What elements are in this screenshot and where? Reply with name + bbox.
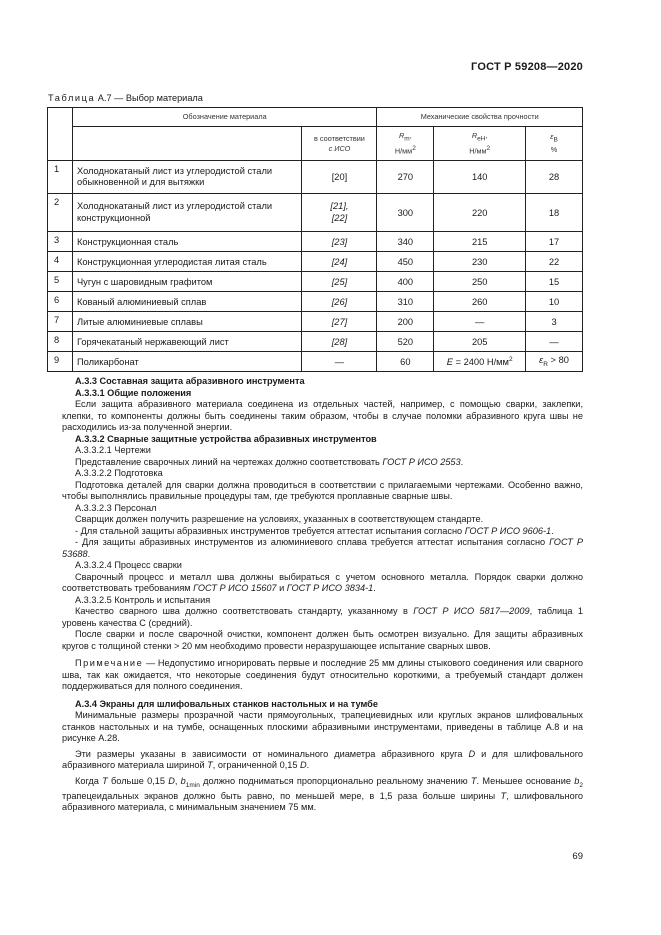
header-mechanical-properties: Механические свойства прочности xyxy=(377,108,583,127)
page-number: 69 xyxy=(572,851,583,862)
paragraph-text: трапецеидальных экранов должно быть равно, по меньшей мере, в 1,5 раза больше ширины xyxy=(62,790,501,801)
reh-value: 230 xyxy=(434,252,526,272)
paragraph: Сварщик должен получить разрешение на условиях, указанных в соответствующем стандарте. xyxy=(75,514,484,524)
iso-reference xyxy=(302,252,377,272)
paragraph: Если защита абразивного материала соединена из отдельных частей, например, с помощью сварки, заклепки, клепки, то компоненты должны быть соединены таким образом, чтобы в случае поломки абразивного круга швы не расходились из-за полученной энергии. xyxy=(62,399,583,432)
header-reh-symbol: R xyxy=(471,130,478,140)
paragraph-text: должно подниматься пропорционально реальному значению xyxy=(199,775,471,786)
eb-value: 3 xyxy=(526,312,583,332)
header-reh-unit: Н/мм xyxy=(469,146,487,156)
paragraph-text: , таблица 1 уровень качества С (средний). xyxy=(62,606,583,628)
iso-reference-text: [23] xyxy=(331,236,348,247)
paragraph: После сварки и после сварочной очистки, компонент должен быть осмотрен визуально. Для защиты абразивных кругов с толщиной стенки > 20 мм необходимо провести неразрушающее испытание сварных швов. xyxy=(62,629,583,651)
symbol-t: T xyxy=(470,775,477,786)
iso-reference xyxy=(302,232,377,252)
eb-text: > 80 xyxy=(547,355,569,366)
table-row xyxy=(48,252,583,272)
rm-value: 310 xyxy=(377,292,434,312)
paragraph-text: , шлифовального абразивного материала, с минимальным значением 75 мм. xyxy=(62,790,583,813)
header-rm: Rm, Н/мм2 xyxy=(377,127,434,161)
row-number: 9 xyxy=(48,352,73,372)
eb-value: 18 xyxy=(526,194,583,232)
material-name: Литые алюминиевые сплавы xyxy=(72,312,302,332)
header-iso-line1: в соответствии xyxy=(314,133,365,143)
eb-sub: R xyxy=(543,360,548,368)
paragraph xyxy=(62,457,583,469)
header-eb-sub: B xyxy=(553,136,558,144)
header-designation: Обозначение материала xyxy=(72,108,376,127)
rm-value: 270 xyxy=(377,161,434,194)
iso-reference xyxy=(302,312,377,332)
header-iso-line2: с ИСО xyxy=(328,143,351,153)
paragraph-text: . Меньшее основание xyxy=(476,775,575,786)
symbol-b1-sub: 1min xyxy=(185,781,200,789)
symbol-b1: b xyxy=(180,775,186,786)
rm-value: 200 xyxy=(377,312,434,332)
iso-reference: — xyxy=(302,352,377,372)
table-row xyxy=(48,332,583,352)
table-row xyxy=(48,232,583,252)
row-number: 1 xyxy=(48,161,73,194)
material-name: Конструкционная углеродистая литая сталь xyxy=(72,252,302,272)
rm-value: 340 xyxy=(377,232,434,252)
iso-reference-text: [25] xyxy=(331,276,348,287)
eb-symbol: ε xyxy=(539,355,544,366)
subsection-heading: А.3.3.1 Общие положения xyxy=(75,387,192,398)
table-row xyxy=(48,161,583,194)
note xyxy=(62,658,583,693)
paragraph-text: и xyxy=(276,583,287,593)
paragraph-text: и для шлифовального абразивного материала шириной xyxy=(62,748,583,770)
iso-reference-text: [24] xyxy=(331,256,348,267)
row-number: 6 xyxy=(48,292,73,312)
header-eb xyxy=(526,127,583,161)
paragraph-text: Эти размеры указаны в зависимости от номинального диаметра абразивного круга xyxy=(75,748,469,759)
caption-label: Таблица xyxy=(48,93,96,103)
paragraph-text: , xyxy=(174,775,181,786)
symbol-d: D xyxy=(168,775,175,786)
row-number: 8 xyxy=(48,332,73,352)
paragraph-text: больше 0,15 xyxy=(107,775,169,786)
iso-reference xyxy=(302,332,377,352)
clause-heading: А.3.3.2.1 Чертежи xyxy=(75,445,151,455)
paragraph-text: Представление сварочных линий на чертежах должно соответствовать xyxy=(75,456,383,467)
eb-value xyxy=(526,352,583,372)
row-number: 4 xyxy=(48,252,73,272)
reh-value: 260 xyxy=(434,292,526,312)
header-reh: ReH, Н/мм2 xyxy=(434,127,526,161)
rm-value: 520 xyxy=(377,332,434,352)
eb-value: 15 xyxy=(526,272,583,292)
standard-reference: ГОСТ Р ИСО 3834-1 xyxy=(286,583,374,593)
caption-title: А.7 — Выбор материала xyxy=(95,93,203,103)
subsection-heading: А.3.4 Экраны для шлифовальных станков настольных и на тумбе xyxy=(75,698,378,709)
section-heading: А.3.3 Составная защита абразивного инструмента xyxy=(75,376,305,386)
reh-value: 140 xyxy=(434,161,526,194)
iso-reference-text: [28] xyxy=(331,336,348,347)
document-code: ГОСТ Р 59208—2020 xyxy=(471,61,583,73)
symbol-b2: b xyxy=(574,775,580,786)
reh-value xyxy=(434,352,526,372)
paragraph xyxy=(62,749,583,772)
material-name: Чугун с шаровидным графитом xyxy=(72,272,302,292)
reh-value: 205 xyxy=(434,332,526,352)
symbol-d: D xyxy=(300,760,307,770)
list-item-text: - Для стальной защиты абразивных инструментов требуется аттестат испытания согласно xyxy=(75,525,465,536)
standard-reference: ГОСТ Р ИСО 2553 xyxy=(382,456,461,467)
header-rm-symbol: R xyxy=(398,130,405,140)
eb-value: 22 xyxy=(526,252,583,272)
iso-reference: [20] xyxy=(302,161,377,194)
table-row xyxy=(48,312,583,332)
subsection-heading: А.3.3.2 Сварные защитные устройства абразивных инструментов xyxy=(75,433,377,444)
list-item-text: - Для защиты абразивных инструментов из алюминиевого сплава требуется аттестат испытания согласно xyxy=(75,537,550,547)
reh-value: 220 xyxy=(434,194,526,232)
list-item xyxy=(62,526,583,538)
clause-heading: А.3.3.2.5 Контроль и испытания xyxy=(75,594,211,605)
paragraph-text: , ограниченной 0,15 xyxy=(212,760,301,770)
standard-reference: ГОСТ Р ИСО 15607 xyxy=(193,583,277,593)
material-name: Кованый алюминиевый сплав xyxy=(72,292,302,312)
iso-reference-line1: [21], xyxy=(330,201,349,211)
row-number: 2 xyxy=(48,194,73,232)
eb-value: — xyxy=(526,332,583,352)
header-eb-symbol: ε xyxy=(550,131,554,141)
table-row xyxy=(48,194,583,232)
paragraph-text: . xyxy=(306,760,310,770)
list-item-text: . xyxy=(87,548,91,559)
header-rm-unit: Н/мм xyxy=(394,146,413,156)
material-name: Горячекатаный нержавеющий лист xyxy=(72,332,302,352)
clause-heading: А.3.3.2.4 Процесс сварки xyxy=(75,560,182,570)
iso-reference-line2: [22] xyxy=(331,212,348,223)
header-blank-cell xyxy=(72,127,302,161)
paragraph: Подготовка деталей для сварки должна проводиться в соответствии с прилагаемыми чертежами. Особенно важно, чтобы выполнялись правильные процедуры там, где требуются проплавные сварные швы. xyxy=(62,479,583,501)
paragraph-text: Когда xyxy=(75,775,103,786)
table-row xyxy=(48,352,583,372)
rm-value: 450 xyxy=(377,252,434,272)
header-number-cell xyxy=(48,108,73,161)
eb-value: 28 xyxy=(526,161,583,194)
reh-sup: 2 xyxy=(508,355,513,363)
paragraph-text: . xyxy=(460,456,464,467)
paragraph: Минимальные размеры прозрачной части прямоугольных, трапециевидных или круглых экранов шлифовальных станков настольных и на тумбе, оснащенных плоскими абразивными инструментами, приведены в таблице А.8 и на рисунке А.28. xyxy=(62,710,583,743)
table-caption xyxy=(48,93,203,103)
iso-reference xyxy=(302,292,377,312)
material-name: Холоднокатаный лист из углеродистой стали конструкционной xyxy=(72,194,302,232)
list-item xyxy=(62,537,583,560)
reh-value: 215 xyxy=(434,232,526,252)
symbol-t: T xyxy=(500,790,507,801)
rm-value: 400 xyxy=(377,272,434,292)
paragraph xyxy=(62,572,583,595)
symbol-b2-sub: 2 xyxy=(579,781,583,789)
header-eb-unit: % xyxy=(550,145,558,155)
material-name: Конструкционная сталь xyxy=(72,232,302,252)
table-row xyxy=(48,292,583,312)
paragraph-text: Качество сварного шва должно соответствовать стандарту, указанному в xyxy=(75,606,414,616)
material-name: Холоднокатаный лист из углеродистой стали обыкновенной и для вытяжки xyxy=(72,161,302,194)
symbol-d: D xyxy=(468,748,476,759)
reh-value: — xyxy=(434,312,526,332)
iso-reference xyxy=(302,272,377,292)
paragraph xyxy=(62,776,583,814)
paragraph xyxy=(62,606,583,629)
eb-value: 17 xyxy=(526,232,583,252)
table-header-row-2 xyxy=(48,127,583,161)
clause-heading: А.3.3.2.2 Подготовка xyxy=(75,468,163,478)
standard-reference: ГОСТ Р 53688 xyxy=(62,537,583,559)
rm-value: 60 xyxy=(377,352,434,372)
symbol-t: T xyxy=(102,775,108,786)
header-reh-sub: eH xyxy=(477,135,486,143)
paragraph-text: . xyxy=(373,583,376,593)
note-text: — Недопустимо игнорировать первые и последние 25 мм длины стыкового соединения или сварного шва, так как ожидается, что некоторые соединения будут относительно короткими, а требуемый стандарт должен поддерживаться для полного соединения. xyxy=(62,658,583,691)
row-number: 7 xyxy=(48,312,73,332)
reh-value: 250 xyxy=(434,272,526,292)
header-iso-standard xyxy=(302,127,377,161)
eb-value: 10 xyxy=(526,292,583,312)
list-item-text: . xyxy=(551,525,554,536)
material-selection-table xyxy=(47,107,583,372)
header-rm-unit-sup: 2 xyxy=(412,145,416,153)
rm-value: 300 xyxy=(377,194,434,232)
reh-symbol: E xyxy=(446,357,453,368)
clause-heading: А.3.3.2.3 Персонал xyxy=(75,502,157,513)
row-number: 3 xyxy=(48,232,73,252)
table-header-row-1 xyxy=(48,108,583,127)
document-body xyxy=(62,376,583,814)
symbol-t: T xyxy=(207,760,213,770)
iso-reference-text: [26] xyxy=(331,296,348,307)
row-number: 5 xyxy=(48,272,73,292)
standard-reference: ГОСТ Р ИСО 9606-1 xyxy=(464,525,552,536)
paragraph-text: Сварочный процесс и металл шва должны выбираться с учетом основного металла. Порядок сварки должно соответствовать требованиям xyxy=(62,571,583,593)
header-rm-sub: m xyxy=(404,135,410,143)
standard-reference: ГОСТ Р ИСО 5817—2009 xyxy=(413,606,530,616)
note-label: Примечание xyxy=(75,658,144,668)
material-name: Поликарбонат xyxy=(72,352,302,372)
iso-reference-text: [27] xyxy=(331,316,348,327)
iso-reference xyxy=(302,194,377,232)
table-row xyxy=(48,272,583,292)
reh-text: = 2400 Н/мм xyxy=(453,357,509,368)
header-reh-unit-sup: 2 xyxy=(486,145,491,153)
